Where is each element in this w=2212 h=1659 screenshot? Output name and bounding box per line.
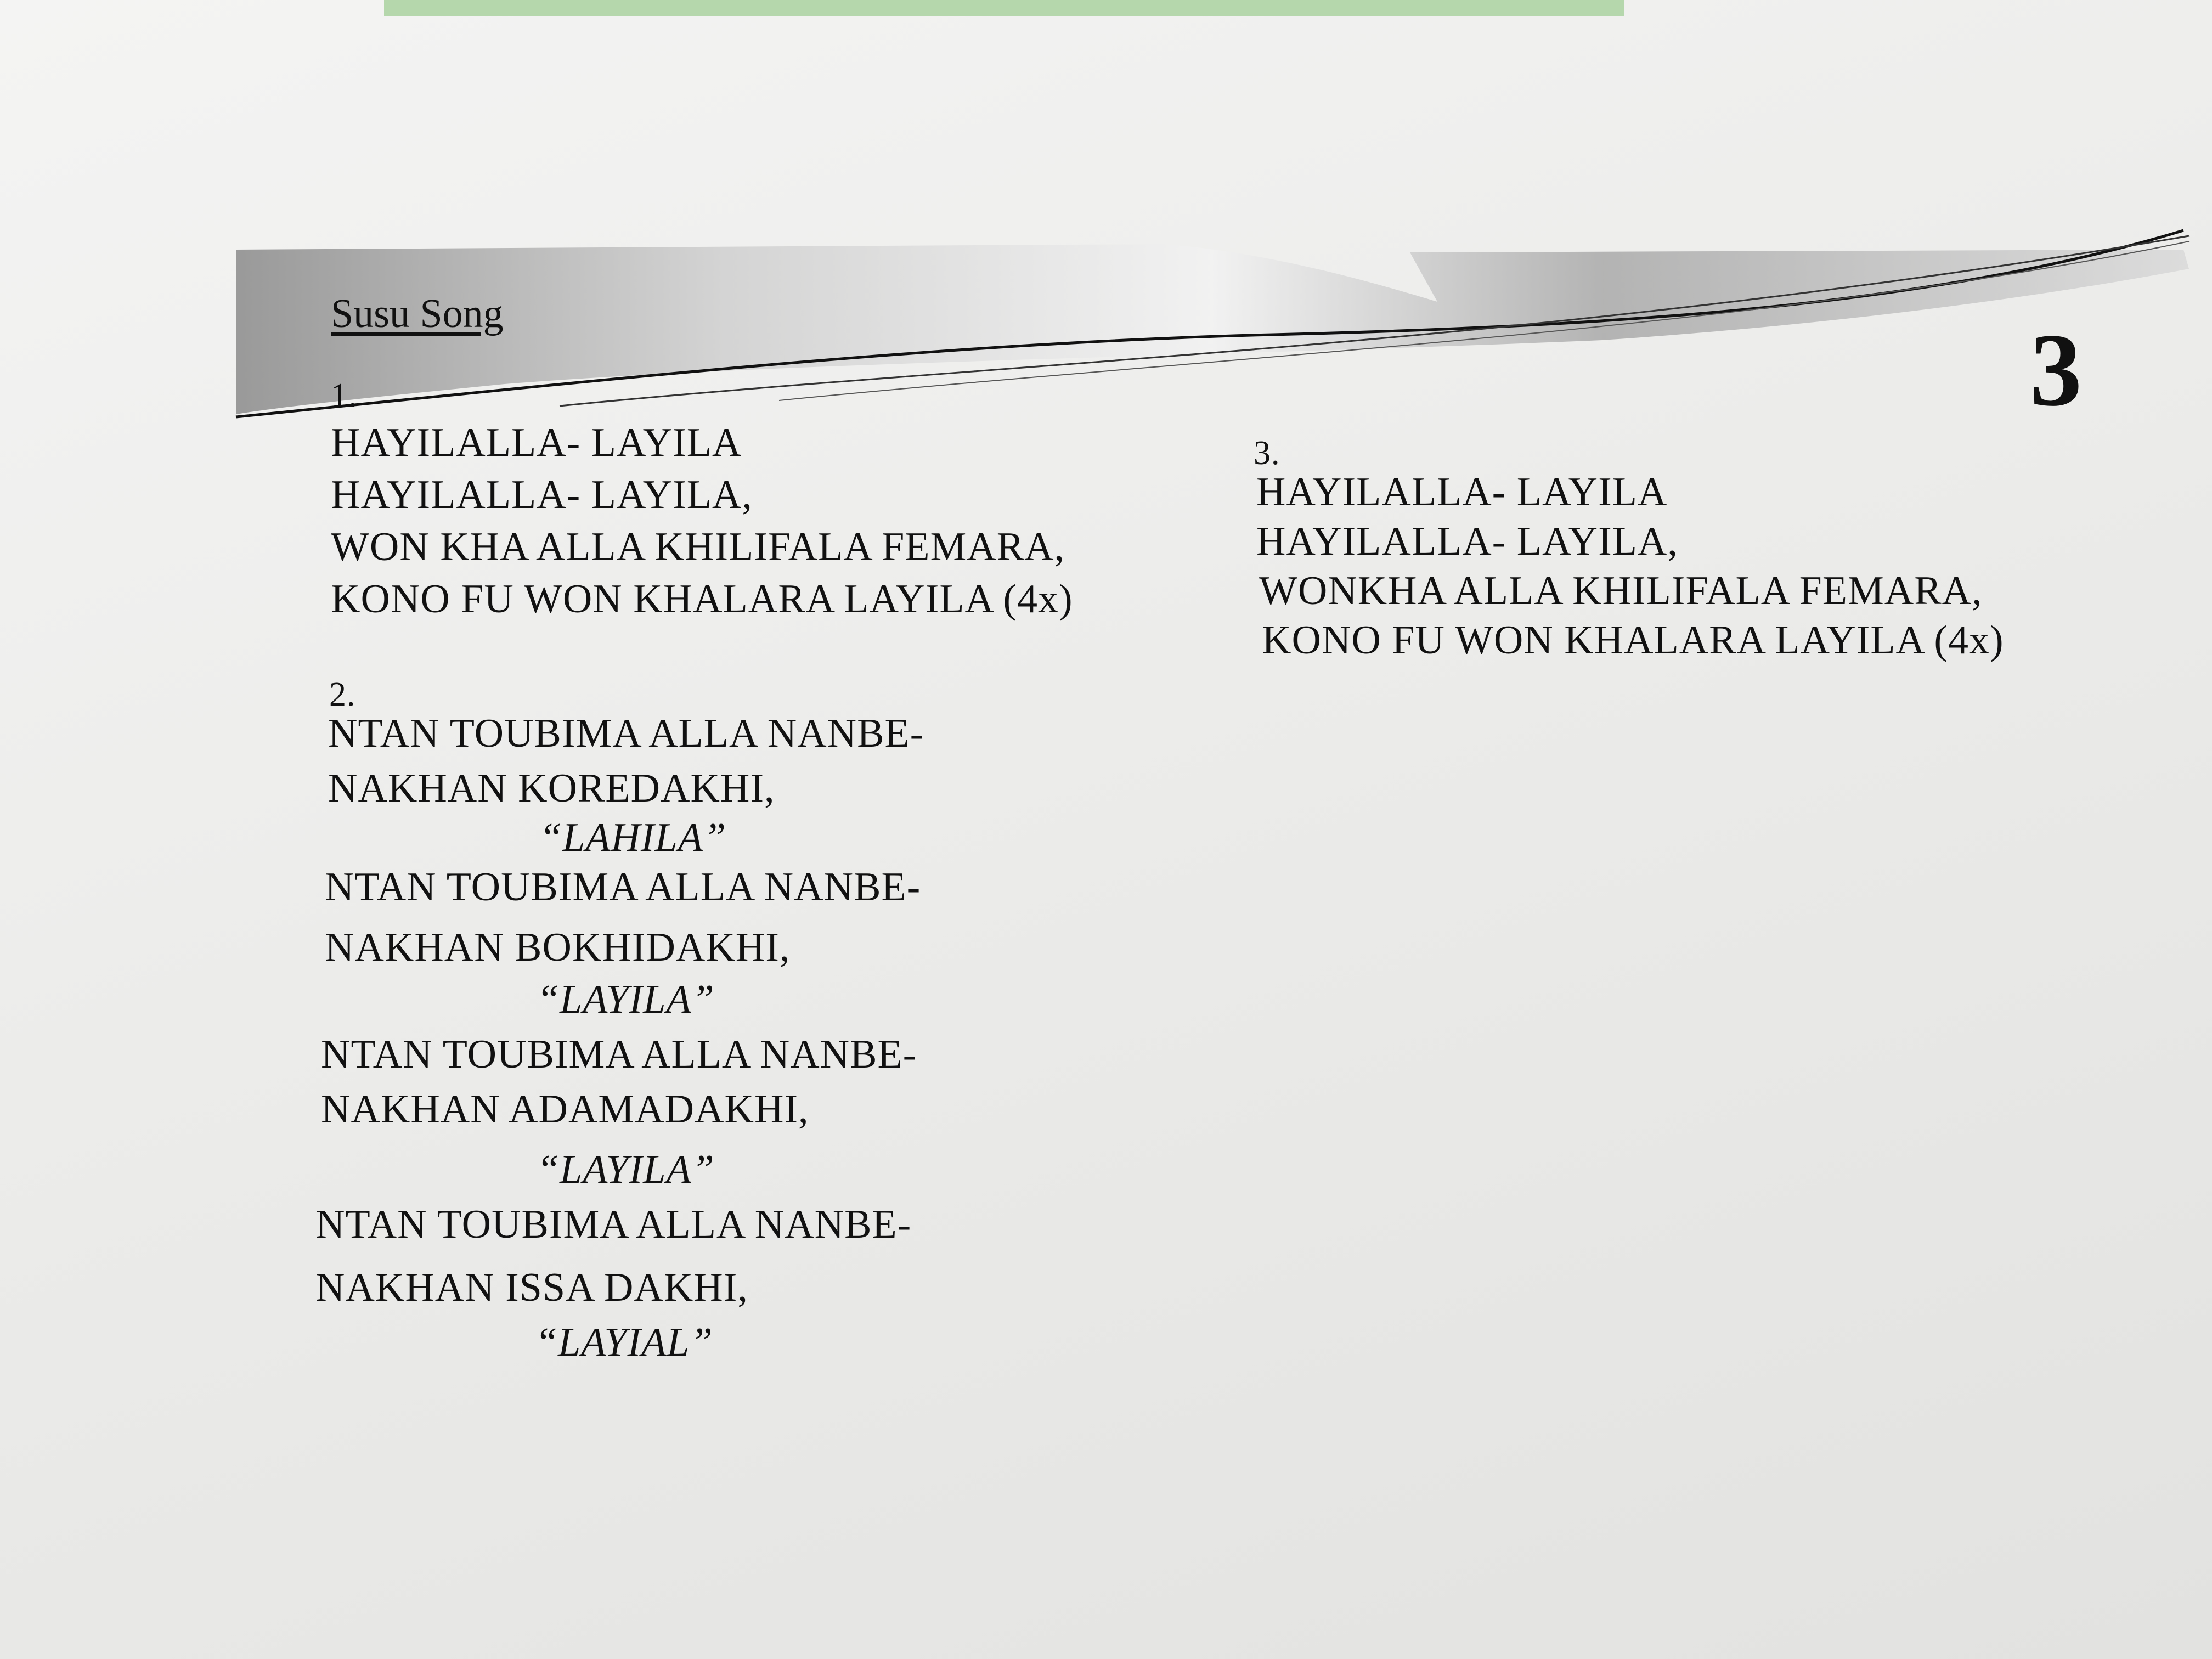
refrain-line: “LAYIAL” (535, 1320, 713, 1365)
lyric-line: HAYILALLA- LAYILA (1256, 470, 1668, 515)
lyric-line: HAYILALLA- LAYILA (331, 420, 742, 465)
background-strip (384, 0, 1624, 16)
lyric-line: NAKHAN ISSA DAKHI, (315, 1265, 748, 1310)
page-number: 3 (2030, 313, 2082, 428)
lyric-line: HAYILALLA- LAYILA, (1256, 519, 1678, 564)
lyric-line: NTAN TOUBIMA ALLA NANBE- (321, 1032, 917, 1077)
lyric-line: WONKHA ALLA KHILIFALA FEMARA, (1259, 568, 1983, 613)
lyric-line: NAKHAN ADAMADAKHI, (321, 1087, 809, 1132)
lyric-line: NAKHAN KOREDAKHI, (328, 766, 775, 811)
verse-1-number: 1. (331, 377, 358, 414)
refrain-line: “LAYILA” (537, 1147, 715, 1192)
lyric-line: KONO FU WON KHALARA LAYILA (4x) (331, 577, 1073, 622)
lyric-line: KONO FU WON KHALARA LAYILA (4x) (1262, 618, 2004, 663)
lyric-line: NTAN TOUBIMA ALLA NANBE- (325, 865, 921, 910)
page-title: Susu Song (331, 291, 504, 336)
header-wave-band (230, 219, 2205, 450)
verse-3-number: 3. (1254, 435, 1280, 472)
refrain-line: “LAYILA” (537, 977, 715, 1022)
lyric-line: HAYILALLA- LAYILA, (331, 472, 753, 517)
lyric-line: NAKHAN BOKHIDAKHI, (325, 925, 791, 970)
verse-2-number: 2. (329, 676, 356, 713)
lyric-line: NTAN TOUBIMA ALLA NANBE- (328, 711, 924, 756)
lyric-line: WON KHA ALLA KHILIFALA FEMARA, (331, 524, 1065, 569)
refrain-line: “LAHILA” (539, 815, 727, 860)
lyric-line: NTAN TOUBIMA ALLA NANBE- (315, 1202, 912, 1247)
